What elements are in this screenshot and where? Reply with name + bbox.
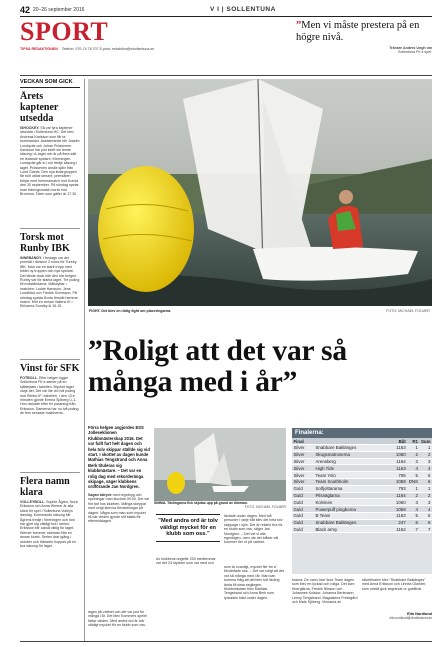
sailing-photo-illustration	[88, 79, 432, 316]
pull-quote-text: ”Med andra ord är tolv väldigt mycket för en klubb som oss.”	[158, 518, 218, 537]
sidebar-item-body: Efter helgen ligger Sollentuna FK:s damer på en sjätteplats i tabellen. Mycket laget varje del. Det var lite vid två poäng mot Rimbo IF i tabellen. I den 13:e minuten gjorde Emma Sjöberg 0–1. Hon nickade efter fin passning från Eriksson. Damerna har nu två poäng de fem senaste matcherna.	[20, 376, 79, 416]
article-headline: ”Roligt att det var så många med i år”	[88, 335, 347, 398]
small-photo-caption: SIMMA. Tävlingarna fick skjutas upp på grund av dimman.	[154, 501, 248, 505]
body-col2: Av klubbens ungefär 200 medlemmar var det 24 stycken som var med och	[156, 557, 216, 566]
author-name: Elin Nordlund	[407, 612, 432, 616]
body-col1: med regnbryg och spelningar man klockan 09.00. Det var fint fart hos klubben. Många skeppar med ovigt skrivna förväntningar på dagen. Några som man som mycket till när vinden gjorde sitt bästa för eftermiddagen.	[88, 492, 150, 524]
sidebar-item-title: Vinst för SFK	[20, 363, 80, 374]
small-photo-caption-bar	[154, 501, 286, 510]
page-section: V I | SOLLENTUNA	[210, 6, 276, 13]
sidebar-item-title: Torsk mot Runby IBK	[20, 232, 70, 254]
results-row: Guld Pilsnäglarna 1164 2 2	[293, 492, 431, 498]
sidebar-item-body: I fredags var det premiär i division 3 norra för Tureby IBK. Man var en stark trupp med bildet ny truppen och nya spelare. Det tände dock inte den här helgen. Runby var för starka laget. Tre poäng till motståndarna. Målskyttar i matchen: Ludde Hansson, Jens Lundblad och Fredrik Svensson. På söndag spelas Borta försökt hemma match. Möt en annan Vallens IK i Ekhamra Sundby kl 15.15.	[20, 256, 80, 309]
main-photo-caption-bar	[88, 306, 432, 316]
results-row: Guld Snabbare Baklänges 247 6 6	[293, 520, 431, 526]
top-quote	[296, 20, 432, 55]
results-row: Silver Team Southholm 1059 DNS 6	[293, 479, 431, 485]
sidebar-item-lead: VOLLEYBOLL.	[20, 500, 46, 504]
main-photo-credit: FOTO: MICHAEL FOLMER	[386, 309, 430, 313]
author-block	[362, 612, 432, 620]
sport-contact: Telefon: 070-74 78 707 E-post: redaktion@visollentuna.se	[61, 47, 155, 51]
sidebar-item-title: Flera namn klara	[20, 476, 70, 498]
sidebar-heading: VECKAN SOM GICK	[20, 79, 80, 88]
sidebar-item-title: Årets kaptener utsedda	[20, 91, 59, 124]
byline-lead: Sagan bäryde	[88, 492, 112, 497]
small-sailing-photo	[154, 428, 286, 510]
top-quote-author: Tränare Anders Ungh om Sollentuna FK:s spel.	[389, 46, 432, 55]
sidebar-item-lead: ISHOCKEY.	[20, 126, 40, 130]
top-quote-text: ”Men vi måste prestera på en högre nivå.	[296, 20, 420, 43]
main-photo-caption: FIGHT. Det blev en riktig fight om placeringarna.	[89, 309, 172, 313]
results-row: Silver Team Yolo 795 5 5	[293, 472, 431, 478]
sport-tip-label: TIPSA REDAKTIONEN	[20, 47, 58, 51]
intro-text: Förra helgen avgjordes ESS Jolleseklionen Klubbmästerskap 2016. Det var fullt fart helt dagen och hela tolv skippar ställde sig vid start. I skottet av dagen kunde Mathias Tengstrand och Anna Berk tituleras sig klubbmästare. – Det var en rolig dag med rekorderänga skipage, säger klubbens ordförande Jan Nordgren.	[88, 425, 150, 490]
sidebar-item-lead: INNEBANDY.	[20, 256, 42, 260]
author-email[interactable]: elin.nordlund@visollentuna.se	[389, 616, 432, 620]
results-row: Guld Powerpuff pingborna 1059 4 4	[293, 506, 431, 512]
page-header	[20, 5, 432, 14]
body-col4: som är ovanligt, mycket fler än vi förväntade oss. – Det var roligt att det var så många med i år. Man kan komma ihåg att det blev tuff tävling ända till sista seglingen. Klubbmästare blev Mathias Tengstrand och Anna Berk som lyckades bäst under dagen.	[224, 565, 284, 600]
body-col7: silverfinalen blev ”Snabbare Baklänges” med Anna Eriksson och Linnéa Olander, som också gick segrande ur guldfinal.	[362, 578, 427, 591]
results-row: Silver Skogsmatroserna 1060 2 2	[293, 452, 431, 458]
sidebar-item-body: Så var fyra kaptener utsedda i Sollentuna HC. Det blev Andreas Karlsson som får ta kommandot. Assisterande blir Joakim Lundqvist och Johan Pröskenen. Karlsson har just inlett sin femte säsong i A-laget och är på flera sätt en ledande spelare i föreningen. Lundqvist går in i sin tredje säsong i laget. Pröskenen anslöt själv från Lund Giants. Den nya ledargruppen får fullt utlöst senare, premiären börjar med hemmamatch mot Kumla den 30 september. På söndag spelar man träningsmatch borta mot Bromma. Tiden som gäller är 17.30.	[20, 126, 80, 197]
results-row: Guld B Team 1163 5 5	[293, 513, 431, 519]
sidebar-item-body: Sophie Ågren, Nora Eriksson och Anna Werner är alla klara för spel i Sollentuna Volleys damlag. Kommande säsong blir Ågrens tredje i föreningen och hon har gjort sig väldigt bra i serien. Eriksson blir också viktig för laget. Werner kommer närmast från en annan klubb. Serien drar igång i oktober och tränaren hoppas på en bra säsong för laget.	[20, 500, 78, 549]
pull-quote	[156, 514, 220, 542]
page-dates: 20–26 september 2016	[33, 7, 85, 13]
sidebar	[20, 79, 80, 639]
page-number: 42	[20, 5, 31, 15]
sport-masthead	[20, 19, 250, 59]
results-row: Guld Kolvinen 1060 3 3	[293, 499, 431, 505]
results-row: Silver High Tide 1163 4 4	[293, 465, 431, 471]
small-photo	[154, 428, 286, 510]
results-header-row: Final Båt R1 Sum	[293, 438, 431, 444]
sidebar-item	[20, 363, 80, 473]
sidebar-item	[20, 476, 80, 639]
sport-contact-row	[20, 47, 250, 51]
results-row: Guld Solfjolttarama 793 1 1	[293, 486, 431, 492]
sport-title: SPORT	[20, 17, 109, 46]
results-title: Finalerna:	[292, 428, 432, 438]
sidebar-item	[20, 91, 80, 229]
body-col5: lagen på vattnet och det var just för många i år. Det blev Kommers spelet fattar värden. Med andra ord är tolv väldigt mycket för en klubb som oss.	[88, 610, 147, 628]
results-row: Silver Snabbare Baklänges 1163 1 1	[293, 445, 431, 451]
body-col6: tnarna. De vann över Ikea Team dagen som blev en lyckad och roliga. Det kom Kberglärna, Fredrik Nilsson och Johannes Kulskor. Johanna Berkmann, Lenny Tengstrand, Magdalena Freskgård och Mats Sjöberg. Vinnarna av	[292, 578, 358, 605]
small-photo-credit: FOTO: MICHAEL FOLMER	[244, 505, 286, 510]
body-col3: tävlade under dagen. Med två personer i varje båt blev det hela tolv skippage i sjön. Det är relativt bra för en klubb som oss, säger Jan Nordgren. – Det vet vi alla egentligen, men när det blåser väl kommer fler ut på vattnet.	[224, 514, 283, 545]
results-row: Silver Arensberg 1164 3 3	[293, 459, 431, 465]
results-table	[292, 438, 432, 533]
sidebar-item	[20, 232, 80, 360]
sidebar-item-lead: FOTBOLL.	[20, 376, 38, 380]
article-intro	[88, 425, 150, 524]
results-row: Guld Black army 1162 7 7	[293, 526, 431, 532]
main-photo	[88, 79, 432, 316]
results-box	[292, 428, 432, 574]
